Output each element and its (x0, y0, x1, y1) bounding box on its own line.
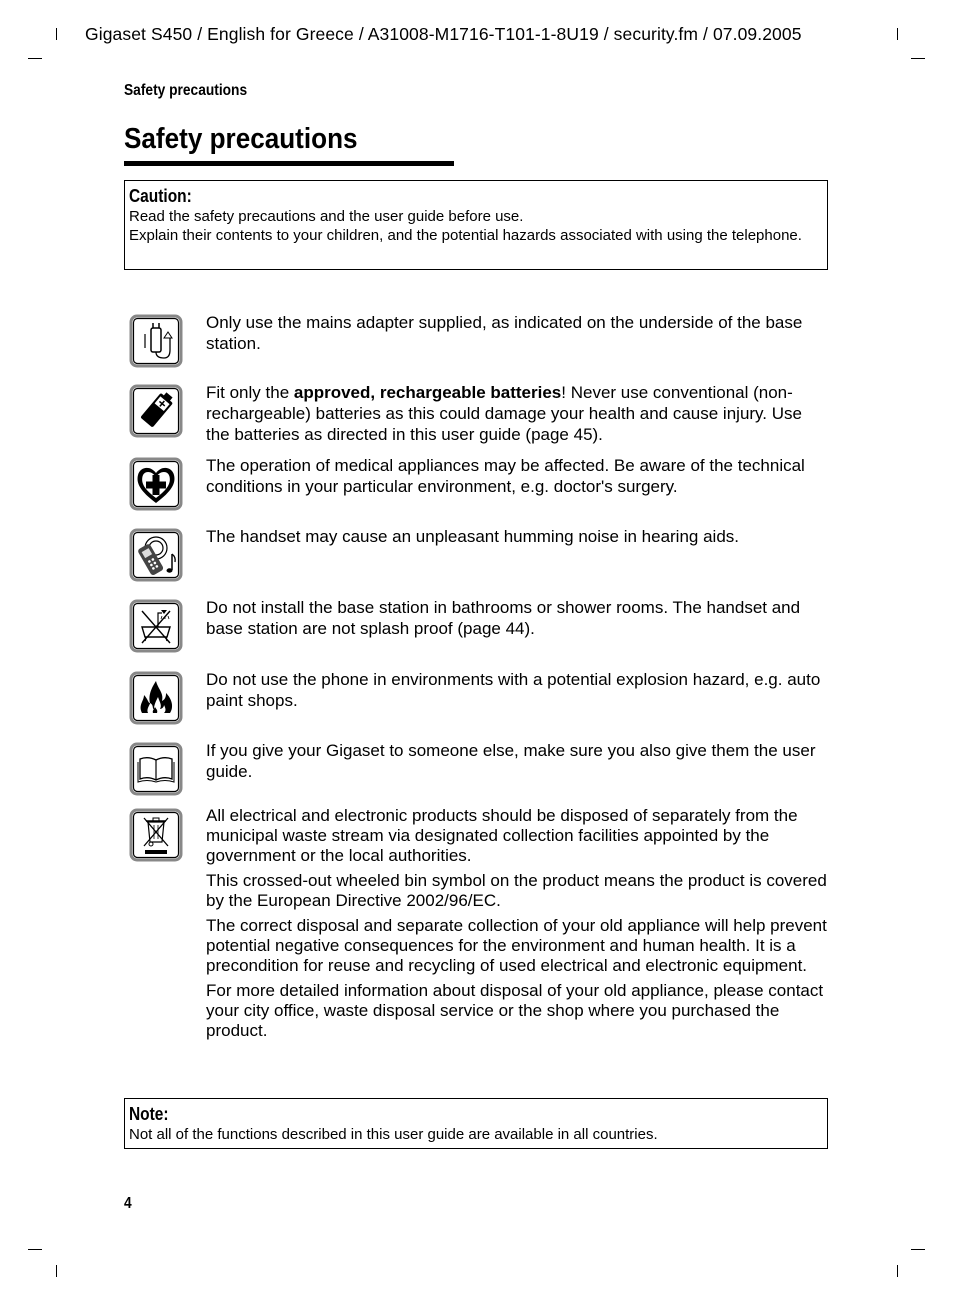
precaution-text: Only use the mains adapter supplied, as indicated on the underside of the base station. (206, 313, 803, 353)
crop-mark (28, 58, 42, 59)
crop-mark (28, 1249, 42, 1250)
medical-heart-icon (128, 455, 184, 511)
crop-mark (56, 28, 57, 40)
no-bathroom-icon (128, 597, 184, 653)
disposal-paragraph: This crossed-out wheeled bin symbol on the product means the product is covered by the European Directive 2002/96/EC. (206, 871, 827, 910)
title-rule (124, 161, 454, 166)
crossed-out-bin-icon (128, 806, 184, 862)
precaution-text (206, 382, 828, 445)
running-head: Safety precautions (124, 82, 248, 99)
caution-box (124, 180, 828, 270)
precaution-text: Do not use the phone in environments with a potential explosion hazard, e.g. auto paint shops. (206, 670, 821, 710)
battery-text-start: Fit only the (206, 383, 294, 402)
crop-mark (897, 28, 898, 40)
disposal-paragraph: The correct disposal and separate collection of your old appliance will help prevent potential negative consequences for the environment and human health. It is a precondition for reuse and recycling of used electrical and electronic equipment. (206, 916, 827, 975)
note-box (124, 1098, 828, 1149)
precaution-text: Do not install the base station in bathrooms or shower rooms. The handset and base station are not splash proof (page 44). (206, 598, 801, 638)
battery-text-end: ! Never use conventional (non-rechargeable) batteries as this could damage your health and cause injury. Use the batteries as directed in this user guide (page 45). (206, 383, 802, 444)
page-title: Safety precautions (124, 123, 358, 155)
note-heading: Note: (129, 1104, 169, 1124)
precaution-text (206, 806, 828, 1041)
battery-text-bold: approved, rechargeable batteries (293, 383, 562, 402)
user-guide-book-icon (128, 740, 184, 796)
crop-mark (911, 1249, 925, 1250)
crop-mark (897, 1265, 898, 1277)
hearing-aid-icon (128, 526, 184, 582)
disposal-paragraph: For more detailed information about disposal of your old appliance, please contact your city office, waste disposal service or the shop where you purchased the product. (206, 981, 824, 1040)
precaution-text: The handset may cause an unpleasant humming noise in hearing aids. (206, 527, 740, 546)
note-text: Not all of the functions described in this user guide are available in all countries. (129, 1126, 658, 1143)
crop-mark (56, 1265, 57, 1277)
precaution-text: If you give your Gigaset to someone else, make sure you also give them the user guide. (206, 741, 816, 781)
precaution-text: The operation of medical appliances may be affected. Be aware of the technical conditions in your particular environment, e.g. doctor's surgery. (206, 456, 805, 496)
page-number: 4 (124, 1195, 132, 1212)
caution-line: Read the safety precautions and the user guide before use. (129, 208, 524, 225)
caution-line: Explain their contents to your children, and the potential hazards associated with using the telephone. (129, 227, 802, 244)
crop-mark (911, 58, 925, 59)
document-header: Gigaset S450 / English for Greece / A31008-M1716-T101-1-8U19 / security.fm / 07.09.2005 (85, 24, 802, 44)
battery-icon (128, 382, 184, 438)
explosion-hazard-icon (128, 669, 184, 725)
caution-heading: Caution: (129, 186, 192, 206)
mains-adapter-icon (128, 312, 184, 368)
disposal-paragraph: All electrical and electronic products should be disposed of separately from the municipal waste stream via designated collection facilities appointed by the government or the local authorities. (206, 806, 798, 865)
